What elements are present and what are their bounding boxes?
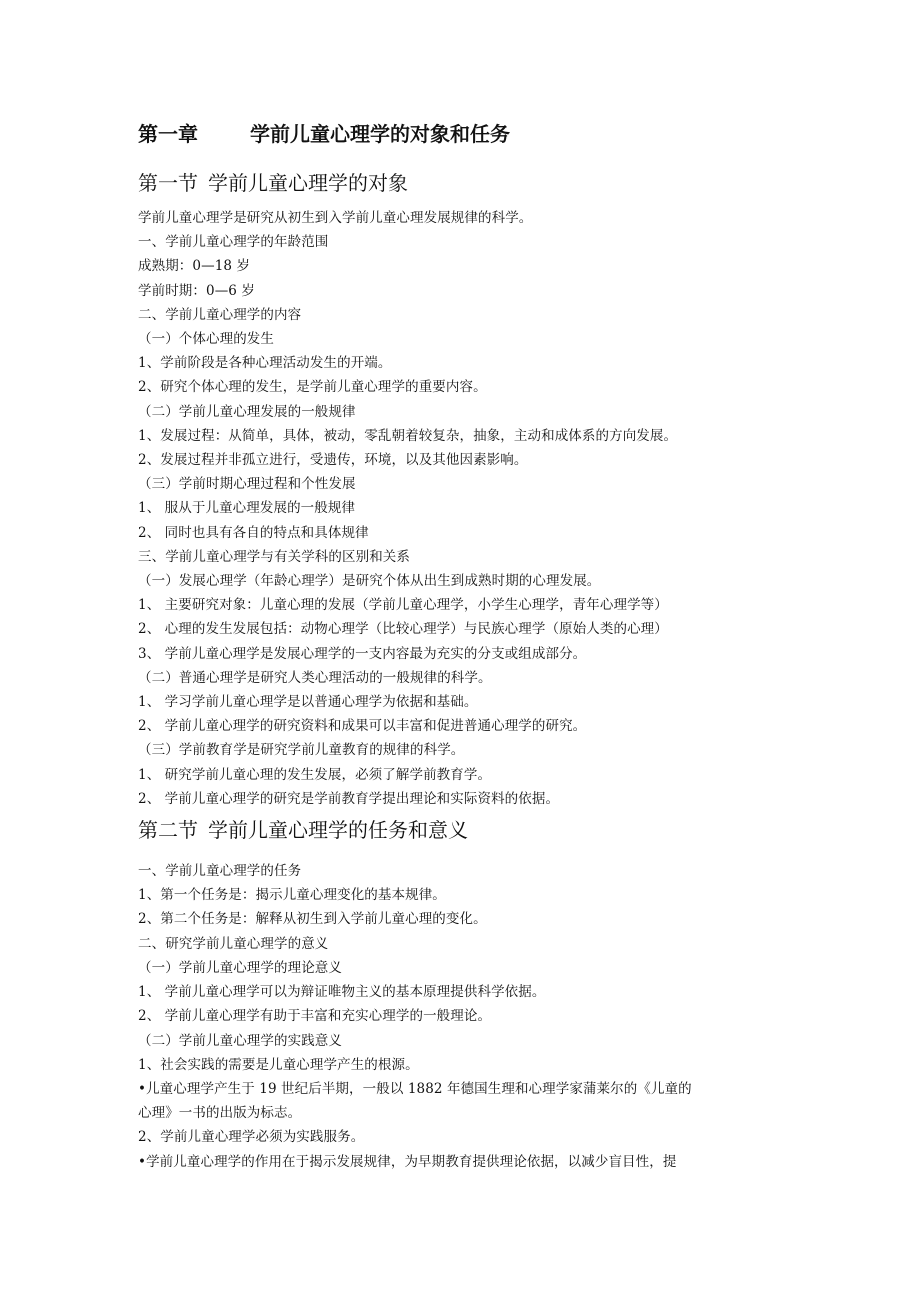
- text-line: 二、学前儿童心理学的内容: [138, 306, 302, 323]
- text-line: 2、学前儿童心理学必须为实践服务。: [138, 1129, 365, 1146]
- text-line: 2、 学前儿童心理学的研究资料和成果可以丰富和促进普通心理学的研究。: [138, 718, 587, 735]
- section-title: 学前儿童心理学的任务和意义: [208, 818, 468, 843]
- text-line: •学前儿童心理学的作用在于揭示发展规律，为早期教育提供理论依据，以减少盲目性，提: [138, 1153, 677, 1170]
- text-line: （二）学前儿童心理发展的一般规律: [138, 403, 356, 420]
- text-line: （一）学前儿童心理学的理论意义: [138, 959, 342, 976]
- text-line: 2、 同时也具有各自的特点和具体规律: [138, 524, 369, 541]
- text-line: 2、发展过程并非孤立进行，受遗传，环境，以及其他因素影响。: [138, 452, 528, 469]
- section-body-2: [138, 859, 788, 1174]
- text-line: 2、第二个任务是：解释从初生到入学前儿童心理的变化。: [138, 911, 487, 928]
- text-line: •儿童心理学产生于 19 世纪后半期，一般以 1882 年德国生理和心理学家蒲莱尔的《儿童的: [138, 1080, 692, 1097]
- text-line: （三）学前时期心理过程和个性发展: [138, 476, 356, 493]
- text-line: 2、 学前儿童心理学的研究是学前教育学提出理论和实际资料的依据。: [138, 790, 560, 807]
- text-line: （一）发展心理学（年龄心理学）是研究个体从出生到成熟时期的心理发展。: [138, 573, 601, 590]
- text-line: 心理》一书的出版为标志。: [138, 1105, 302, 1122]
- section-body-1: [138, 206, 788, 811]
- section-number: 第二节: [138, 818, 198, 843]
- text-line: 1、 学前儿童心理学可以为辩证唯物主义的基本原理提供科学依据。: [138, 984, 546, 1001]
- text-line: 学前儿童心理学是研究从初生到入学前儿童心理发展规律的科学。: [138, 210, 533, 226]
- chapter-heading: [138, 118, 788, 150]
- chapter-number: 第一章: [138, 122, 198, 146]
- text-line: （二）学前儿童心理学的实践意义: [138, 1032, 342, 1049]
- text-line: 2、 学前儿童心理学有助于丰富和充实心理学的一般理论。: [138, 1008, 492, 1025]
- text-line: 二、研究学前儿童心理学的意义: [138, 935, 329, 952]
- text-line: 3、 学前儿童心理学是发展心理学的一支内容最为充实的分支或组成部分。: [138, 645, 587, 662]
- text-line: （三）学前教育学是研究学前儿童教育的规律的科学。: [138, 742, 465, 759]
- text-line: 2、 心理的发生发展包括：动物心理学（比较心理学）与民族心理学（原始人类的心理）: [138, 621, 668, 638]
- text-line: 1、 主要研究对象：儿童心理的发展（学前儿童心理学，小学生心理学，青年心理学等）: [138, 597, 668, 614]
- text-line: 三、学前儿童心理学与有关学科的区别和关系: [138, 548, 410, 565]
- text-line: 1、学前阶段是各种心理活动发生的开端。: [138, 355, 392, 372]
- text-line: 一、学前儿童心理学的年龄范围: [138, 234, 329, 251]
- text-line: 1、 服从于儿童心理发展的一般规律: [138, 500, 356, 517]
- text-line: （一）个体心理的发生: [138, 331, 274, 348]
- text-line: （二）普通心理学是研究人类心理活动的一般规律的科学。: [138, 669, 492, 686]
- text-line: 成熟期：0—18 岁: [138, 258, 251, 275]
- text-line: 1、社会实践的需要是儿童心理学产生的根源。: [138, 1056, 419, 1073]
- text-line: 1、第一个任务是：揭示儿童心理变化的基本规律。: [138, 887, 446, 904]
- chapter-title: 学前儿童心理学的对象和任务: [250, 122, 510, 146]
- text-line: 2、研究个体心理的发生，是学前儿童心理学的重要内容。: [138, 379, 487, 396]
- text-line: 一、学前儿童心理学的任务: [138, 863, 302, 880]
- text-line: 1、 学习学前儿童心理学是以普通心理学为依据和基础。: [138, 694, 478, 711]
- text-line: 学前时期：0—6 岁: [138, 282, 255, 299]
- text-line: 1、发展过程：从简单，具体，被动，零乱朝着较复杂，抽象，主动和成体系的方向发展。: [138, 427, 678, 444]
- text-line: 1、 研究学前儿童心理的发生发展，必须了解学前教育学。: [138, 766, 492, 783]
- section-heading-2: [138, 813, 788, 847]
- document-page: [138, 118, 788, 1174]
- section-title: 学前儿童心理学的对象: [208, 171, 408, 195]
- section-heading-1: [138, 166, 788, 200]
- section-number: 第一节: [138, 171, 198, 195]
